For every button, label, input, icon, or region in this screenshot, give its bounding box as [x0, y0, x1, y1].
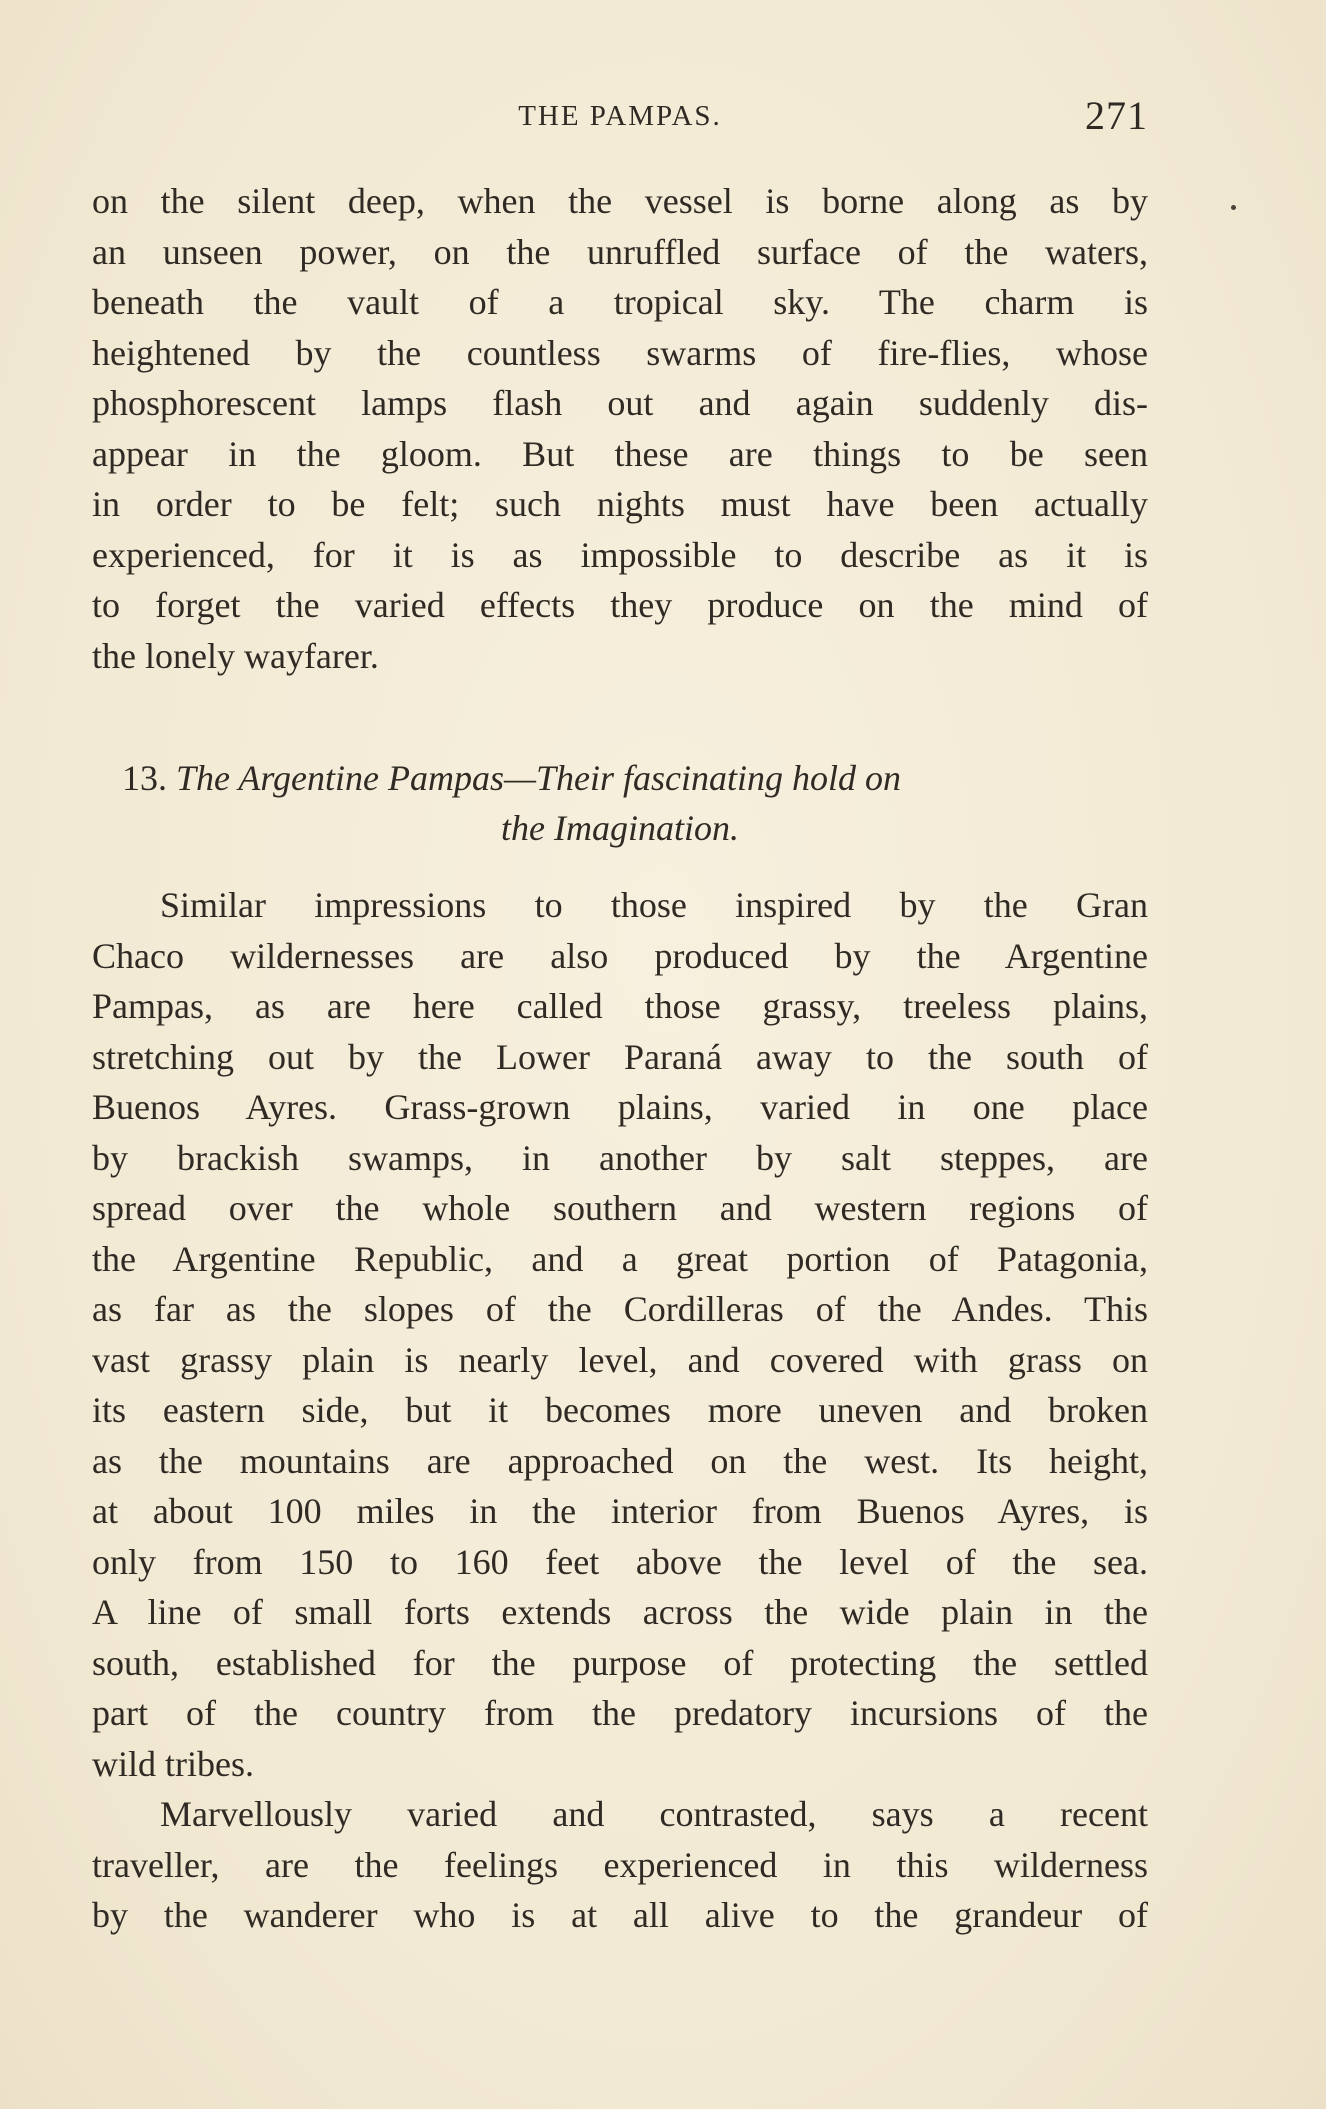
text-line: in order to be felt; such nights must have been actually — [92, 484, 1148, 524]
text-line: the lonely wayfarer. — [92, 635, 379, 676]
running-head: THE PAMPAS. — [518, 100, 722, 132]
text-line: Marvellously varied and contrasted, says a recent — [160, 1794, 1148, 1834]
text-line: A line of small forts extends across the wide plain in the — [92, 1592, 1148, 1632]
text-line: appear in the gloom. But these are things to be seen — [92, 433, 1148, 474]
text-line: south, established for the purpose of protecting the settled — [92, 1642, 1148, 1683]
text-line: vast grassy plain is nearly level, and covered with grass on — [92, 1339, 1148, 1380]
text-line: phosphorescent lamps flash out and again suddenly dis- — [92, 383, 1148, 423]
text-line: the Argentine Republic, and a great portion of Patagonia, — [92, 1238, 1148, 1279]
text-line: by brackish swamps, in another by salt steppes, are — [92, 1137, 1148, 1178]
section-heading-line-2 — [92, 803, 1148, 853]
text-line: Similar impressions to those inspired by the Gran — [160, 885, 1148, 925]
text-line: wild tribes. — [92, 1743, 254, 1784]
paragraph-1 — [92, 176, 1148, 681]
page-header — [92, 92, 1148, 142]
text-line: at about 100 miles in the interior from Buenos Ayres, is — [92, 1491, 1148, 1531]
text-line: spread over the whole southern and western regions of — [92, 1188, 1148, 1228]
text-line: as far as the slopes of the Cordilleras of the Andes. This — [92, 1289, 1148, 1329]
text-line: to forget the varied effects they produce on the mind of — [92, 585, 1148, 625]
section-heading — [92, 753, 1148, 853]
paragraph-2-and-3 — [92, 880, 1148, 1941]
page-number: 271 — [1085, 93, 1148, 138]
text-line: beneath the vault of a tropical sky. The charm is — [92, 282, 1148, 322]
section-title-part-2: the Imagination. — [501, 808, 739, 848]
section-title-part-1: The Argentine Pampas—Their fascinating hold on — [176, 758, 901, 798]
text-line: Chaco wildernesses are also produced by the Argentine — [92, 935, 1148, 976]
text-line: experienced, for it is as impossible to describe as it is — [92, 534, 1148, 575]
text-line: only from 150 to 160 feet above the level of the sea. — [92, 1541, 1148, 1582]
text-line: heightened by the countless swarms of fire-flies, whose — [92, 332, 1148, 373]
text-line: as the mountains are approached on the west. Its height, — [92, 1440, 1148, 1481]
text-line: by the wanderer who is at all alive to the grandeur of — [92, 1895, 1148, 1935]
text-line: on the silent deep, when the vessel is borne along as by — [92, 181, 1148, 221]
section-number: 13. — [122, 758, 167, 798]
text-line: its eastern side, but it becomes more uneven and broken — [92, 1390, 1148, 1430]
text-line: traveller, are the feelings experienced in this wilderness — [92, 1844, 1148, 1885]
text-line: an unseen power, on the unruffled surface of the waters, — [92, 231, 1148, 272]
text-line: Buenos Ayres. Grass-grown plains, varied in one place — [92, 1087, 1148, 1127]
text-line: Pampas, as are here called those grassy, treeless plains, — [92, 986, 1148, 1026]
text-line: part of the country from the predatory incursions of the — [92, 1693, 1148, 1733]
section-heading-line-1 — [92, 753, 1148, 803]
text-line: stretching out by the Lower Paraná away to the south of — [92, 1036, 1148, 1077]
margin-mark — [1231, 205, 1236, 210]
